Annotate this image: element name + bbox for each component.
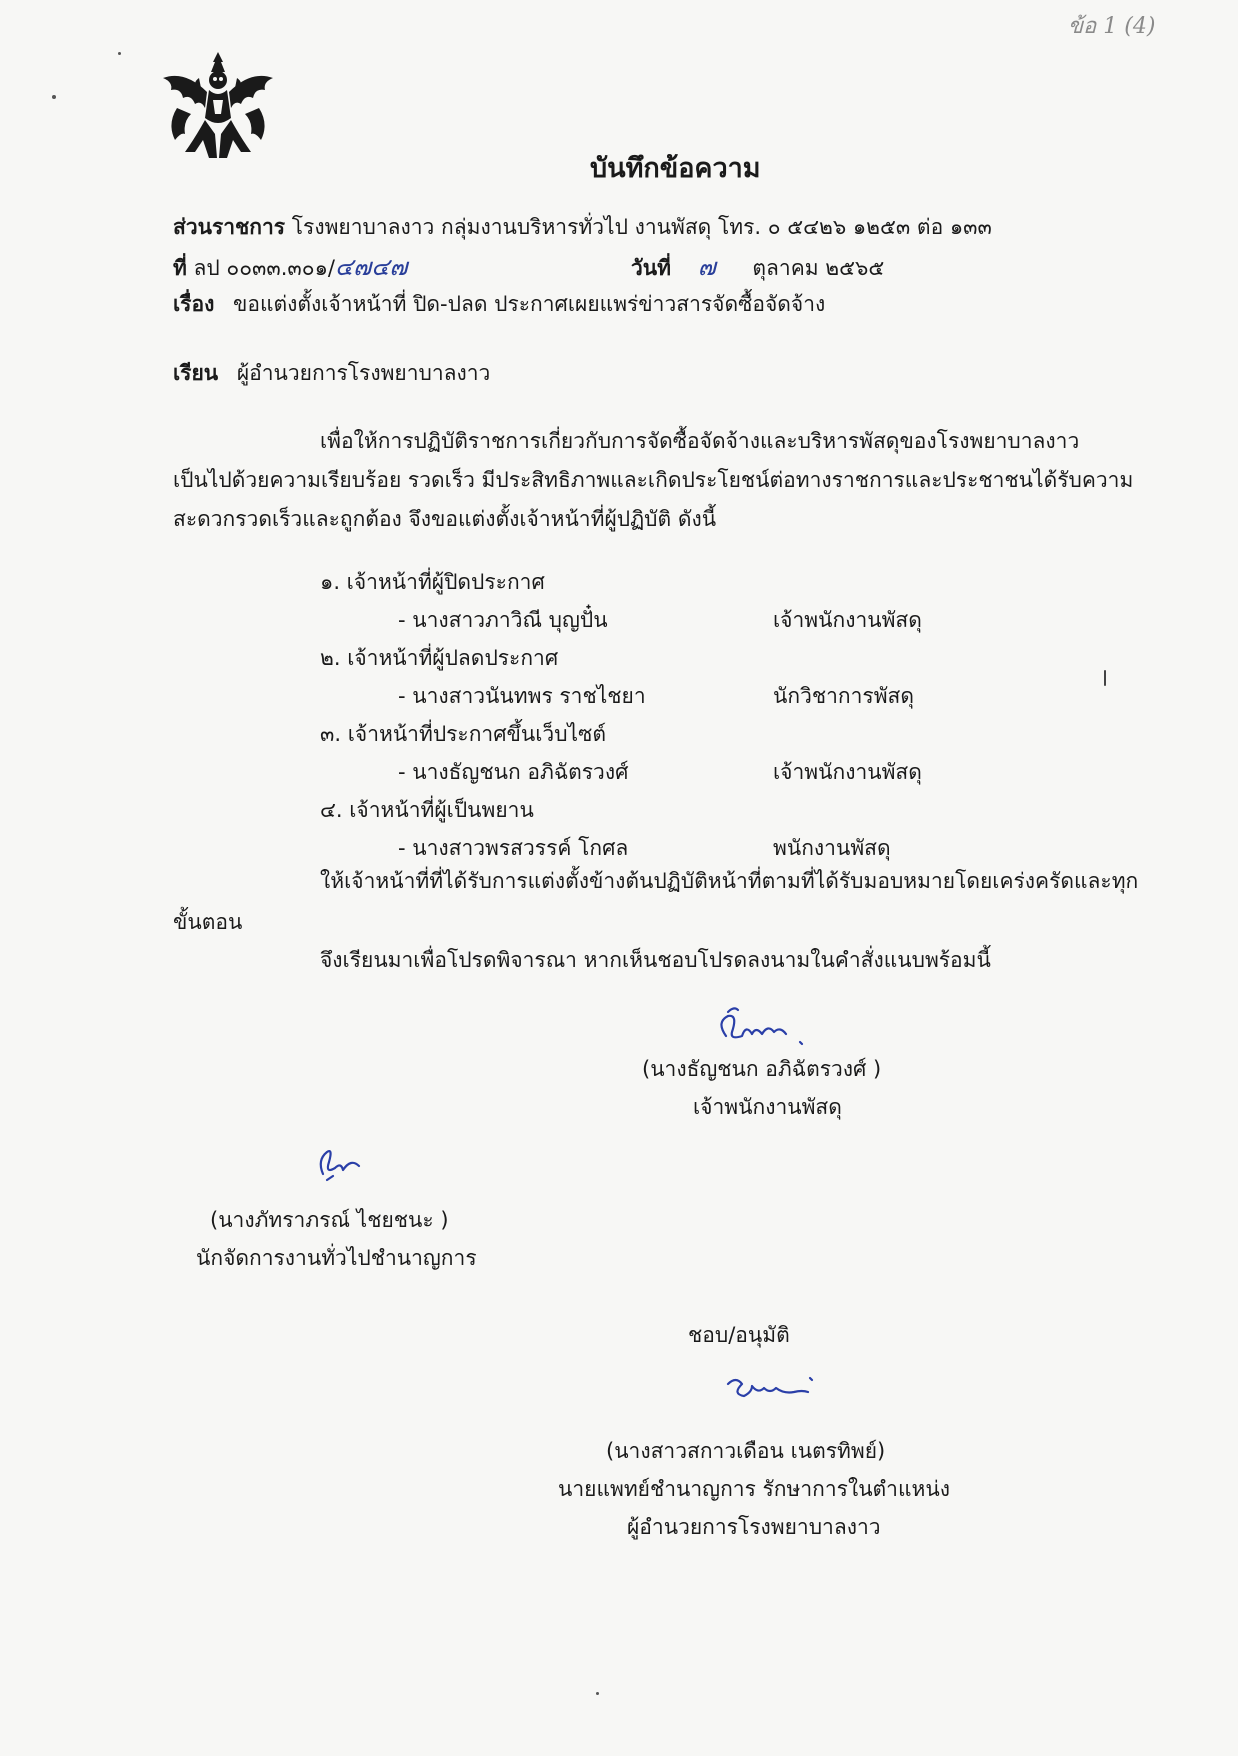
signer-2-name: (นางภัทราภรณ์ ไชยชนะ ) [210, 1208, 449, 1232]
appointment-position: พนักงานพัสดุ [773, 836, 891, 860]
body-line-3: สะดวกรวดเร็วและถูกต้อง จึงขอแต่งตั้งเจ้าหน้าที่ผู้ปฏิบัติ ดังนี้ [173, 507, 717, 531]
duty-line-1: ให้เจ้าหน้าที่ที่ได้รับการแต่งตั้งข้างต้นปฏิบัติหน้าที่ตามที่ได้รับมอบหมายโดยเคร่งครัดและทุก [320, 869, 1139, 893]
appointment-role: ๑. เจ้าหน้าที่ผู้ปิดประกาศ [320, 570, 545, 594]
appointment-position: เจ้าพนักงานพัสดุ [773, 760, 922, 784]
appointment-role: ๒. เจ้าหน้าที่ผู้ปลดประกาศ [320, 646, 559, 670]
scan-speck [596, 1692, 599, 1695]
scan-mark [1104, 670, 1106, 686]
approver-position-1: นายแพทย์ชำนาญการ รักษาการในตำแหน่ง [558, 1477, 950, 1501]
appointment-name: - นางสาวพรสวรรค์ โกศล [398, 836, 629, 860]
memo-title: บันทึกข้อความ [590, 153, 761, 184]
subject-label: เรื่อง [173, 292, 215, 316]
agency-label: ส่วนราชการ [173, 215, 286, 239]
appointment-name: - นางสาวนันทพร ราชไชยา [398, 684, 646, 708]
subject-line [173, 289, 825, 319]
date-month-year: ตุลาคม ๒๕๖๕ [752, 256, 885, 280]
signature-1-icon [712, 1002, 832, 1052]
appointment-position: เจ้าพนักงานพัสดุ [773, 608, 922, 632]
signer-1-position: เจ้าพนักงานพัสดุ [693, 1095, 842, 1119]
scan-speck [118, 52, 121, 55]
date-line [631, 252, 884, 283]
agency-value: โรงพยาบาลงาว กลุ่มงานบริหารทั่วไป งานพัสดุ โทร. ๐ ๕๔๒๖ ๑๒๕๓ ต่อ ๑๓๓ [291, 215, 992, 239]
body-line-1: เพื่อให้การปฏิบัติราชการเกี่ยวกับการจัดซื้อจัดจ้างและบริหารพัสดุของโรงพยาบาลงาว [320, 429, 1080, 453]
agency-line [173, 212, 992, 242]
signer-2-position: นักจัดการงานทั่วไปชำนาญการ [196, 1246, 477, 1270]
appointment-name: - นางธัญชนก อภิฉัตรวงศ์ [398, 760, 629, 784]
appointment-role: ๔. เจ้าหน้าที่ผู้เป็นพยาน [320, 798, 534, 822]
reference-line [173, 252, 407, 283]
reference-label: ที่ [173, 256, 187, 280]
approver-position-2: ผู้อำนวยการโรงพยาบาลงาว [627, 1515, 881, 1539]
duty-line-2: ขั้นตอน [173, 910, 243, 934]
closing-request: จึงเรียนมาเพื่อโปรดพิจารณา หากเห็นชอบโปรดลงนามในคำสั่งแนบพร้อมนี้ [320, 948, 991, 972]
subject-value: ขอแต่งตั้งเจ้าหน้าที่ ปิด-ปลด ประกาศเผยแพร่ข่าวสารจัดซื้อจัดจ้าง [233, 292, 826, 316]
scan-speck [52, 95, 56, 99]
approval-label: ชอบ/อนุมัติ [688, 1323, 790, 1347]
salutation-line [173, 358, 490, 388]
appointment-name: - นางสาวภาวิณี บุญปั๋น [398, 608, 608, 632]
reference-value: ลป ๐๐๓๓.๓๐๑/ [193, 256, 336, 280]
appointment-position: นักวิชาการพัสดุ [773, 684, 914, 708]
salutation-label: เรียน [173, 361, 219, 385]
reference-handwritten-number: ๔๗๔๗ [335, 253, 408, 281]
signature-2-icon [315, 1140, 375, 1186]
corner-handwritten-note: ข้อ 1 (4) [1068, 14, 1156, 39]
salutation-value: ผู้อำนวยการโรงพยาบาลงาว [236, 361, 491, 385]
approver-name: (นางสาวสกาวเดือน เนตรทิพย์) [606, 1439, 886, 1463]
approver-signature-icon [722, 1368, 822, 1408]
body-line-2: เป็นไปด้วยความเรียบร้อย รวดเร็ว มีประสิทธิภาพและเกิดประโยชน์ต่อทางราชการและประชาชนได้รับความ [173, 468, 1134, 492]
appointment-role: ๓. เจ้าหน้าที่ประกาศขึ้นเว็บไซต์ [320, 722, 607, 746]
signer-1-name: (นางธัญชนก อภิฉัตรวงศ์ ) [642, 1057, 882, 1081]
garuda-emblem-icon [155, 48, 281, 166]
date-label: วันที่ [631, 256, 671, 280]
date-day-handwritten: ๗ [697, 253, 716, 281]
